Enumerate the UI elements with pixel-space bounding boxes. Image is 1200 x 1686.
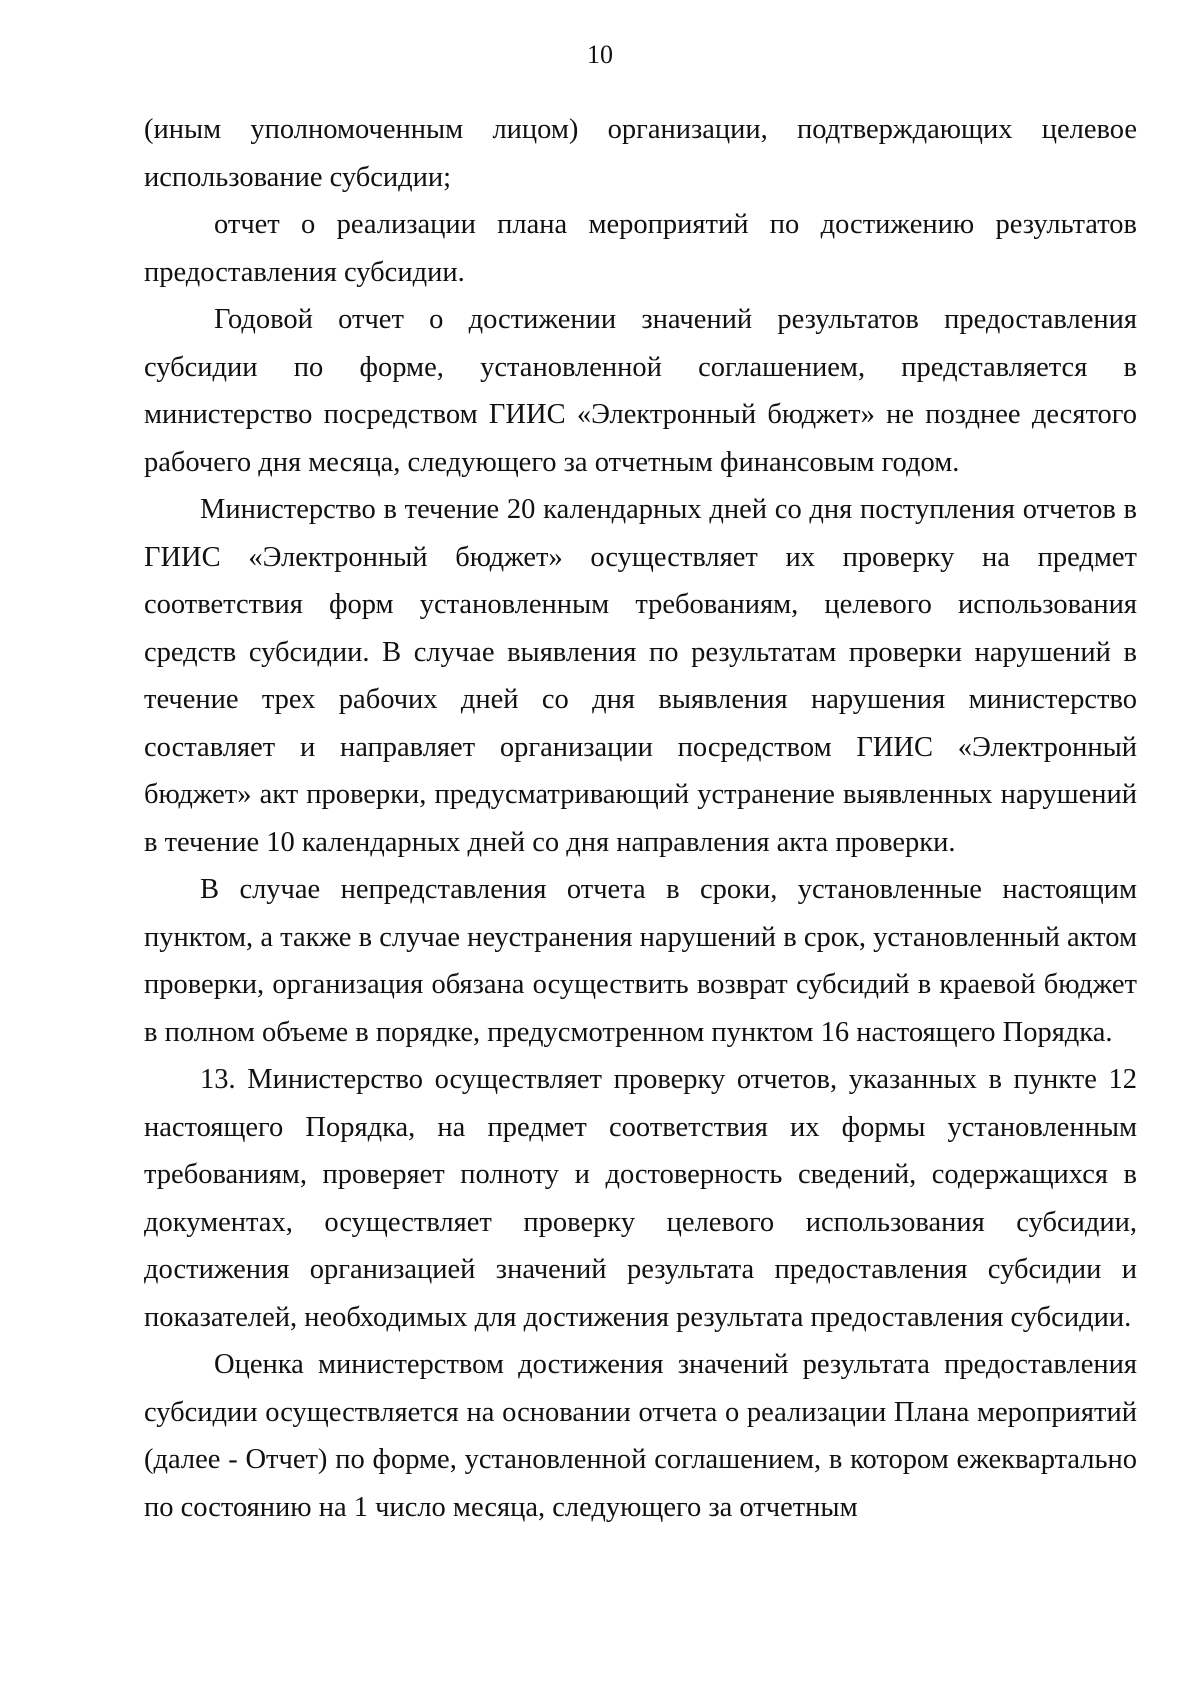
page-number: 10 — [587, 40, 613, 69]
paragraph-non-submission: В случае непредставления отчета в сроки, установленные настоящим пунктом, а также в случае неустранения нарушений в срок, установленный актом проверки, организация обязана осуществить возврат субсидий в краевой бюджет в полном объеме в порядке, предусмотренном пунктом 16 настоящего Порядка. — [144, 874, 1137, 1048]
paragraph-evaluation: Оценка министерством достижения значений результата предоставления субсидии осуществляется на основании отчета о реализации Плана мероприятий (далее - Отчет) по форме, установленной соглашением, в котором ежеквартально по состоянию на 1 число месяца, следующего за отчетным — [144, 1349, 1137, 1523]
paragraph-ministry-check: Министерство в течение 20 календарных дней со дня поступления отчетов в ГИИС «Электронный бюджет» осуществляет их проверку на предмет соответствия форм установленным требованиям, целевого использования средств субсидии. В случае выявления по результатам проверки нарушений в течение трех рабочих дней со дня выявления нарушения министерство составляет и направляет организации посредством ГИИС «Электронный бюджет» акт проверки, предусматривающий устранение выявленных нарушений в течение 10 календарных дней со дня направления акта проверки. — [144, 494, 1137, 858]
paragraph-report-plan: отчет о реализации плана мероприятий по достижению результатов предоставления субсидии. — [144, 209, 1137, 288]
paragraph-item-13: 13. Министерство осуществляет проверку отчетов, указанных в пункте 12 настоящего Порядка, на предмет соответствия их формы установленным требованиям, проверяет полноту и достоверность сведений, содержащихся в документах, осуществляет проверку целевого использования субсидии, достижения организацией значений результата предоставления субсидии и показателей, необходимых для достижения результата предоставления субсидии. — [144, 1064, 1137, 1333]
document-body — [144, 106, 1137, 1531]
paragraph-annual-report: Годовой отчет о достижении значений результатов предоставления субсидии по форме, установленной соглашением, представляется в министерство посредством ГИИС «Электронный бюджет» не позднее десятого рабочего дня месяца, следующего за отчетным финансовым годом. — [144, 304, 1137, 478]
paragraph-continuation: (иным уполномоченным лицом) организации, подтверждающих целевое использование субсидии; — [144, 114, 1137, 193]
